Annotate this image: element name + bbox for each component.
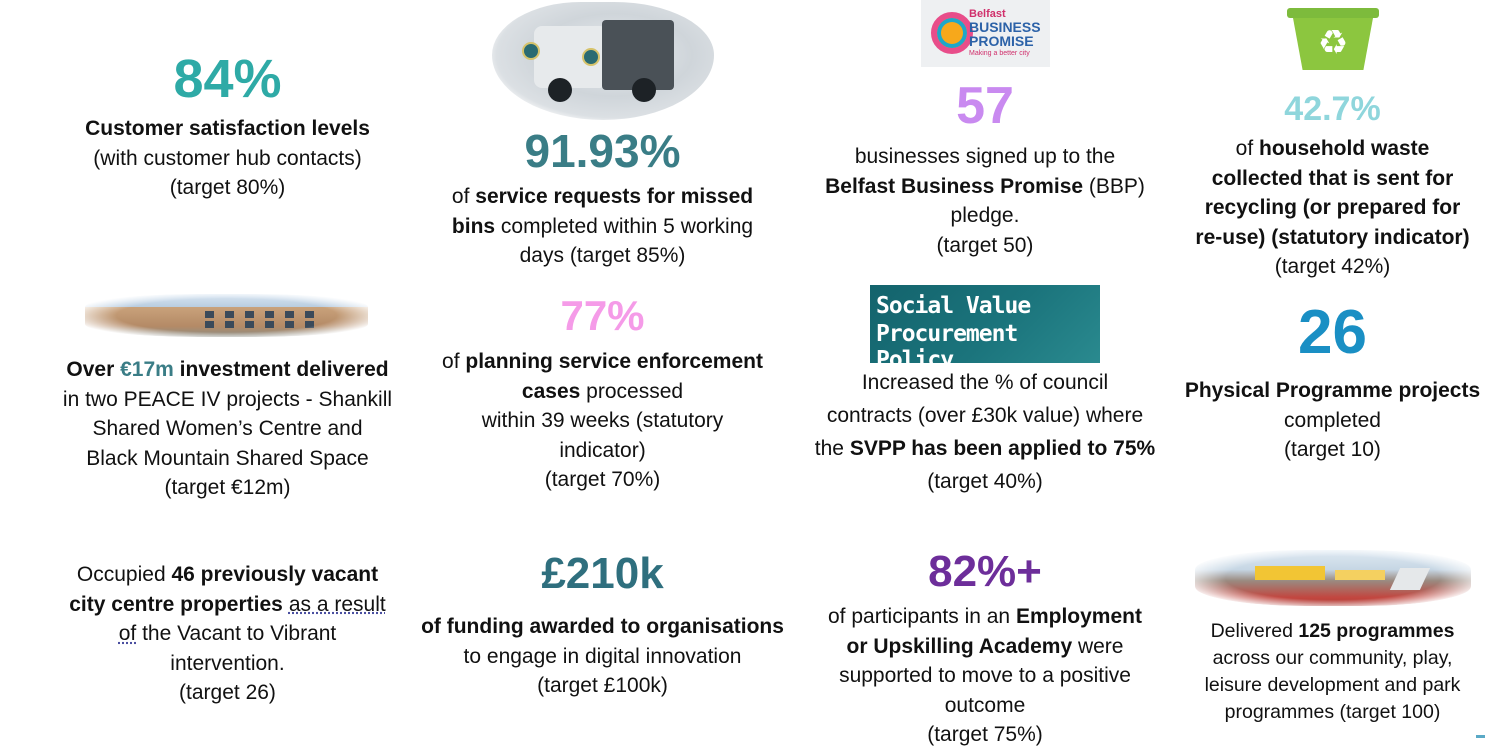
belfast-business-promise-logo: Belfast BUSINESS PROMISE Making a better city — [921, 0, 1050, 67]
shared-space-building-image — [85, 294, 368, 337]
social-value-procurement-policy-banner: Social Value Procurement Policy — [870, 285, 1100, 363]
kpi-employment-academy: 82%+ of participants in an Employment or Upskilling Academy were supported to move to a positive outcome (target 75%) — [805, 550, 1165, 750]
recycle-icon: ♻ — [1317, 24, 1349, 62]
kpi-community-programmes: Delivered 125 programmes across our community, play, leisure development and park programmes (target 100) — [1204, 620, 1461, 723]
corner-marker — [1476, 735, 1485, 738]
playground-image — [1195, 550, 1471, 606]
stat-value: 26 — [1298, 298, 1367, 367]
kpi-planning-enforcement: 77% of planning service enforcement cases processed within 39 weeks (statutory indicator) (target 70%) — [420, 295, 785, 495]
stat-value: 42.7% — [1284, 90, 1381, 128]
kpi-physical-programme: 26 Physical Programme projects completed (target 10) — [1170, 302, 1486, 465]
kpi-vacant-to-vibrant: Occupied 46 previously vacant city centre properties as a result of the Vacant to Vibrant intervention. (target 26) — [69, 563, 386, 704]
recycling-bin-icon — [1287, 8, 1379, 70]
stat-value: 84% — [173, 49, 282, 109]
refuse-truck-image — [492, 2, 714, 120]
kpi-title: Customer satisfaction levels — [85, 117, 370, 140]
kpi-missed-bins: 91.93% of service requests for missed bins completed within 5 working days (target 85%) — [410, 128, 795, 271]
stat-value: 82%+ — [928, 547, 1042, 596]
kpi-customer-satisfaction — [40, 49, 415, 203]
kpi-digital-innovation-funding: £210k of funding awarded to organisations to engage in digital innovation (target £100k) — [415, 552, 790, 701]
stat-value: 57 — [956, 77, 1014, 135]
kpi-target: (target 80%) — [169, 176, 286, 199]
kpi-svpp-contracts: Increased the % of council contracts (over £30k value) where the SVPP has been applied to 75% (target 40%) — [814, 371, 1156, 493]
stat-value: £210k — [541, 549, 664, 598]
stat-value: 77% — [560, 292, 645, 339]
kpi-household-waste: 42.7% of household waste collected that is sent for recycling (or prepared for re-use) (statutory indicator) (target 42%) — [1170, 92, 1486, 282]
kpi-detail: (with customer hub contacts) — [93, 146, 362, 170]
kpi-peace-iv-investment: Over €17m investment delivered in two PEACE IV projects - Shankill Shared Women’s Centre and Black Mountain Shared Space (target €12m) — [62, 358, 393, 499]
kpi-business-promise: 57 businesses signed up to the Belfast Business Promise (BBP) pledge. (target 50) — [800, 80, 1170, 260]
stat-value: 91.93% — [524, 125, 681, 177]
